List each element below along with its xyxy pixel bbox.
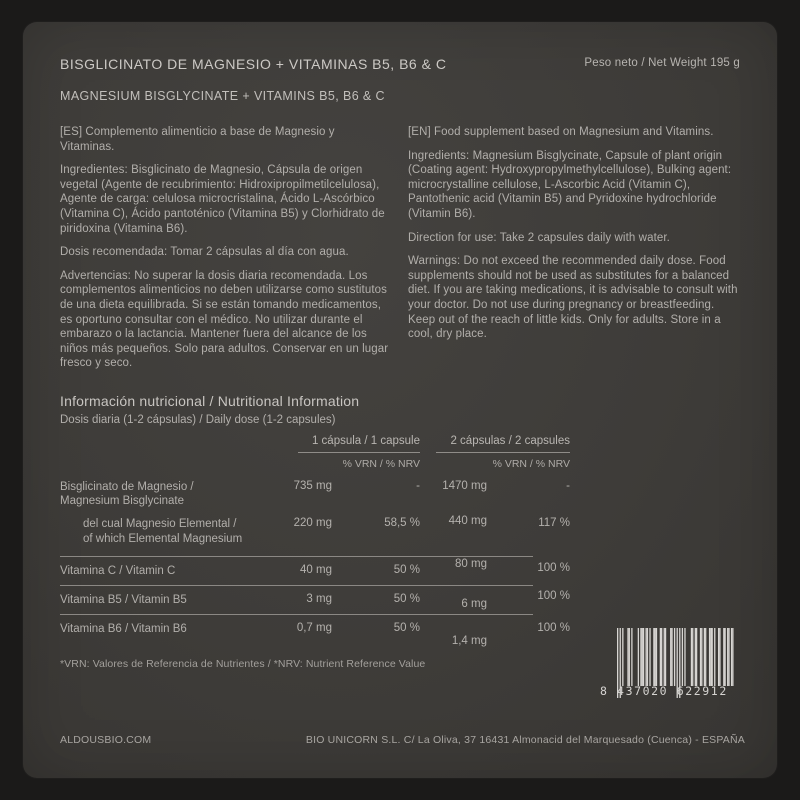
nrv-2cap: - — [566, 479, 570, 492]
table-row-elemental-magnesium — [60, 514, 570, 555]
es-dose: Dosis recomendada: Tomar 2 cápsulas al día con agua. — [60, 246, 349, 259]
nutrient-name-line1: Bisglicinato de Magnesio / — [60, 480, 194, 493]
amount-2cap: 1470 mg — [442, 479, 487, 492]
footer-company-address: BIO UNICORN S.L. C/ La Oliva, 37 16431 Almonacid del Marquesado (Cuenca) - ESPAÑA — [305, 734, 745, 746]
nutrient-name: Vitamina B5 / Vitamin B5 — [60, 593, 187, 606]
product-title-en: MAGNESIUM BISGLYCINATE + VITAMINS B5, B6 & C — [60, 89, 385, 103]
net-weight: Peso neto / Net Weight 195 g — [584, 57, 740, 69]
en-warnings: Warnings: Do not exceed the recommended daily dose. Food supplements should not be used as substitutes for a balanced diet. If you are taking medications, it is advisable to consult with your doctor. Do not use during pregnancy or breastfeeding. Keep out of the reach of little kids. Only for adults. Store in a cool, dry place. — [408, 255, 738, 341]
table-column-headers — [60, 434, 570, 453]
es-intro: [ES] Complemento alimenticio a base de Magnesio y Vitaminas. — [60, 126, 335, 153]
table-row-vitamin-c — [60, 557, 570, 585]
column-header-1-label: 1 cápsula / 1 capsule — [298, 435, 420, 453]
product-label — [23, 22, 777, 778]
nutrient-name: Vitamina B6 / Vitamin B6 — [60, 623, 187, 636]
barcode — [600, 628, 740, 714]
amount-2cap: 1,4 mg — [451, 635, 487, 648]
table-row-vitamin-b5 — [60, 586, 570, 614]
vrn-header-1: % VRN / % NRV — [342, 457, 420, 470]
nrv-1cap: 50 % — [393, 622, 420, 635]
en-intro: [EN] Food supplement based on Magnesium and Vitamins. — [408, 126, 714, 138]
nutrition-subheading: Dosis diaria (1-2 cápsulas) / Daily dose (1-2 capsules) — [60, 413, 336, 426]
title-block — [60, 56, 446, 103]
vrn-header-row — [60, 457, 570, 470]
en-ingredients: Ingredients: Magnesium Bisglycinate, Capsule of plant origin (Coating agent: Hydroxypropylmethylcellulose), Bulking agent: microcrystalline cellulose, L-Ascorbic Acid (Vitamin C), Pantothenic acid (Vitamin B5) and Pyridoxine hydrochloride (Vitamin B6). — [408, 149, 732, 220]
label-header — [60, 56, 740, 103]
en-dose: Direction for use: Take 2 capsules daily with water. — [408, 231, 670, 244]
barcode-number: 8 437020 622912 — [600, 684, 728, 698]
product-title-es: BISGLICINATO DE MAGNESIO + VITAMINAS B5, B6 & C — [60, 56, 447, 72]
column-header-2-label: 2 cápsulas / 2 capsules — [436, 435, 570, 453]
nutrient-name-line2: of which Elemental Magnesium — [83, 532, 243, 545]
nutrient-name — [60, 517, 260, 545]
nutrient-name-line1: del cual Magnesio Elemental / — [83, 518, 237, 531]
amount-1cap: 735 mg — [293, 479, 332, 492]
label-footer — [60, 734, 745, 746]
nrv-2cap: 100 % — [537, 561, 570, 574]
nrv-2cap: 100 % — [537, 622, 570, 635]
spanish-column — [60, 125, 392, 380]
vrn-footnote: *VRN: Valores de Referencia de Nutrientes / *NRV: Nutrient Reference Value — [60, 658, 426, 671]
nutrition-table — [60, 434, 570, 648]
amount-1cap: 220 mg — [293, 517, 332, 530]
nrv-1cap: - — [416, 479, 420, 492]
amount-2cap: 80 mg — [455, 557, 487, 570]
nutrition-heading: Información nutricional / Nutritional Information — [60, 392, 360, 409]
amount-1cap: 0,7 mg — [296, 622, 332, 635]
nrv-2cap: 117 % — [538, 517, 570, 530]
column-header-1-capsule — [260, 435, 420, 453]
body-columns — [60, 125, 740, 380]
vrn-header-2: % VRN / % NRV — [492, 457, 570, 470]
nrv-1cap: 50 % — [393, 592, 420, 605]
es-warnings: Advertencias: No superar la dosis diaria recomendada. Los complementos alimenticios no deben utilizarse como sustitutos de una dieta equilibrada. Si se están tomando medicamentos, es oportuno consultar con el médico. No utilizar durante el embarazo o la lactancia. Mantener fuera del alcance de los niños más pequeños. Solo para adultos. Conservar en un lugar fresco y seco. — [60, 269, 389, 370]
table-row-vitamin-b6 — [60, 615, 570, 648]
amount-1cap: 3 mg — [306, 592, 332, 605]
nrv-2cap: 100 % — [537, 589, 570, 602]
amount-2cap: 440 mg — [448, 515, 487, 528]
es-ingredients: Ingredientes: Bisglicinato de Magnesio, Cápsula de origen vegetal (Agente de recubrimiento: Hidroxipropilmetilcelulosa), Agente de carga: celulosa microcristalina, Ácido L-Ascórbico (Vitamina C), Ácido pantoténico (Vitamina B5) y Clorhidrato de piridoxina (Vitamina B6). — [60, 164, 385, 235]
column-header-2-capsules — [420, 435, 570, 453]
nrv-1cap: 50 % — [393, 563, 420, 576]
nutrient-name — [60, 480, 260, 508]
nutrient-name: Vitamina C / Vitamin C — [60, 564, 176, 577]
footer-website: ALDOUSBIO.COM — [60, 734, 152, 746]
amount-2cap: 6 mg — [461, 597, 487, 610]
nrv-1cap: 58,5 % — [384, 517, 420, 530]
table-row-magnesium-bisglycinate — [60, 470, 570, 514]
english-column — [408, 125, 740, 380]
amount-1cap: 40 mg — [300, 563, 332, 576]
nutrient-name-line2: Magnesium Bisglycinate — [60, 495, 185, 508]
